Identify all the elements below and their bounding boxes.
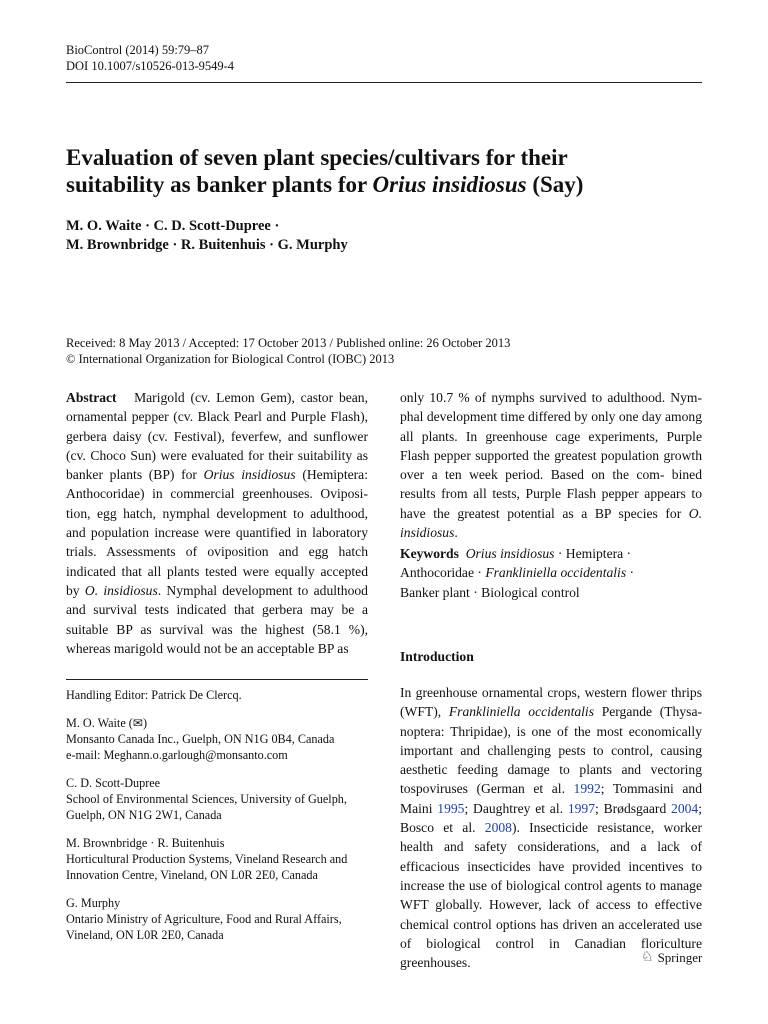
publisher-name: Springer [657, 949, 703, 965]
introduction-heading: Introduction [400, 649, 474, 664]
journal-header [66, 42, 234, 74]
keywords-block: Keywords Orius insidiosus · Hemiptera · Anthocoridae · Frankliniella occidentalis · Banker plant · Biological control [400, 546, 635, 600]
affiliation-brownbridge: M. Brownbridge · R. Buitenhuis Horticultural Production Systems, Vineland Research and Innovation Centre, Vineland, ON L0R 2E0, Canada [66, 836, 348, 882]
email-link[interactable]: e-mail: Meghann.o.garlough@monsanto.com [66, 748, 288, 762]
citation-link[interactable]: 2008 [484, 820, 512, 836]
doi: DOI 10.1007/s10526-013-9549-4 [66, 59, 235, 73]
citation-link[interactable]: 1995 [437, 800, 465, 816]
keywords-heading: Keywords [400, 546, 459, 561]
affiliation-waite: M. O. Waite (✉) Monsanto Canada Inc., Guelph, ON N1G 0B4, Canada e-mail: Meghann.o.garlough@monsanto.com [66, 715, 368, 763]
header-rule [66, 82, 702, 83]
footnote-rule [66, 679, 368, 680]
copyright: © International Organization for Biological Control (IOBC) 2013 [66, 352, 395, 366]
citation-link[interactable]: 2004 [671, 800, 699, 816]
citation-link[interactable]: 1997 [567, 800, 595, 816]
journal-citation: BioControl (2014) 59:79–87 [66, 43, 210, 57]
springer-horse-icon: ♘ [641, 950, 654, 965]
publication-dates: Received: 8 May 2013 / Accepted: 17 October 2013 / Published online: 26 October 2013 © International Organization for Biological Control (IOBC) 2013 [66, 336, 511, 366]
author-affiliations [66, 687, 368, 955]
abstract-right: only 10.7 % of nymphs survived to adulthood. Nym- phal development time differed by only one day among all plants. In greenhouse cage experiments, Purple Flash pepper supported the greatest population growth over a ten week period. Based on the com- bined results from all tests, Purple Flash pepper appears to have the greatest potential as a BP species for O. insidiosus. [400, 390, 703, 541]
author-list: M. O. Waite · C. D. Scott-Dupree · M. Brownbridge · R. Buitenhuis · G. Murphy [66, 218, 348, 253]
introduction-body: In greenhouse ornamental crops, western flower thrips (WFT), Frankliniella occidentalis Pergande (Thysa- noptera: Thripidae), is one of the most economically important and challenging pests to control, causing aesthetic feeding damage to plants and vectoring tospoviruses (German et al. 1992; Tommasini and Maini 1995; Daughtrey et al. 1997; Brødsgaard 2004; Bosco et al. 2008). Insecticide resistance, worker health and safety considerations, and a lack of efficacious insecticides have provided incentives to increase the use of biological control agents to manage WFT globally. However, lack of access to effective chemical control options has driven an accelerated use of biological control in Canadian floriculture greenhouses. [400, 685, 702, 971]
affiliation-murphy: G. Murphy Ontario Ministry of Agriculture, Food and Rural Affairs, Vineland, ON L0R 2E0, Canada [66, 896, 342, 942]
abstract-left: Abstract Marigold (cv. Lemon Gem), castor bean, ornamental pepper (cv. Black Pearl and Purple Flash), gerbera daisy (cv. Festival), feverfew, and sunflower (cv. Choco Sun) were evaluated for their suitability as banker plants (BP) for Orius insidiosus (Hemiptera: Anthocoridae) in commercial greenhouses. Oviposi- tion, egg hatch, nymphal development to adulthood, and population increase were quantified in laboratory trials. Assessments of oviposition and egg hatch indicated that all plants tested were equally accepted by O. insidiosus. Nymphal development to adulthood and survival tests indicated that gerbera may be a suitable BP as survival was the highest (58.1 %), whereas marigold would not be an acceptable BP as [66, 390, 368, 656]
affiliation-scott-dupree: C. D. Scott-Dupree School of Environmental Sciences, University of Guelph, Guelph, ON N1G 2W1, Canada [66, 776, 347, 822]
handling-editor: Handling Editor: Patrick De Clercq. [66, 688, 242, 702]
paper-title: Evaluation of seven plant species/cultivars for their suitability as banker plants for Orius insidiosus (Say) [66, 145, 584, 197]
abstract-heading: Abstract [66, 390, 117, 405]
publisher-logo [641, 949, 702, 966]
citation-link[interactable]: 1992 [573, 781, 601, 797]
